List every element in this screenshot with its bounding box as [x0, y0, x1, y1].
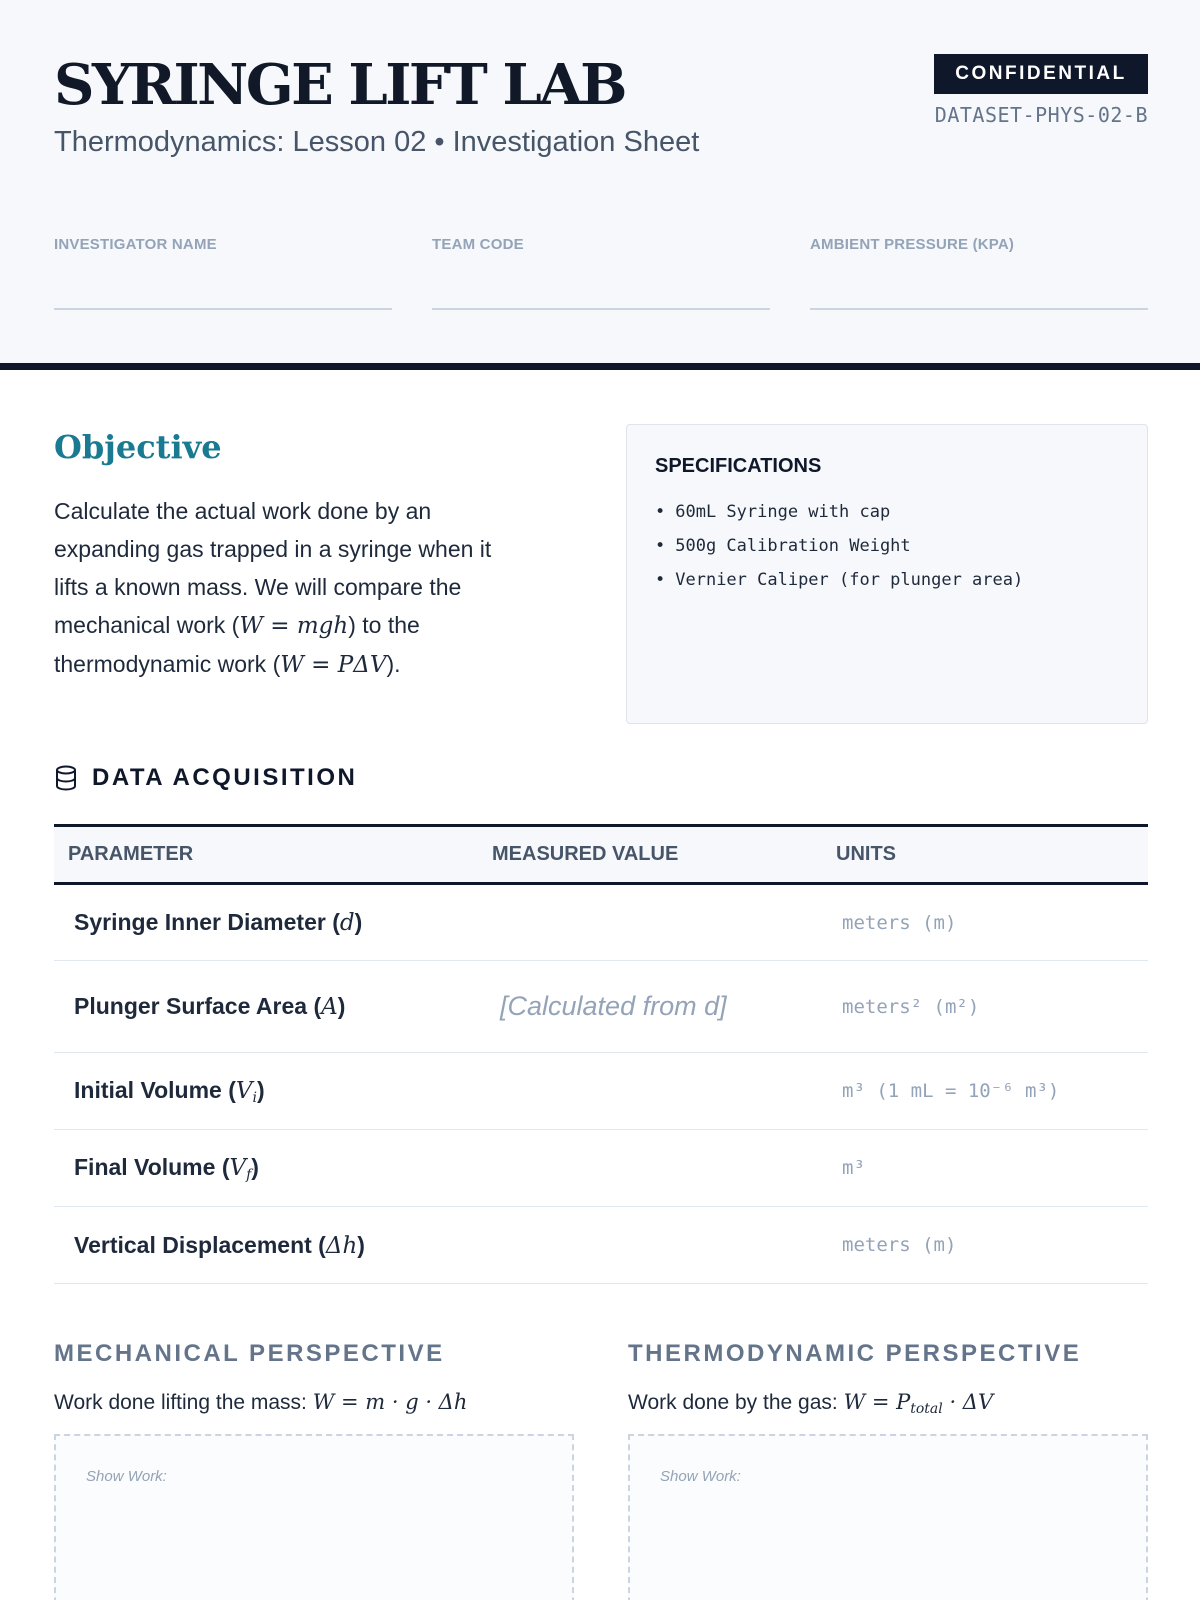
- measured-value-cell[interactable]: [Calculated from d]: [478, 961, 822, 1053]
- thermodynamic-description: Work done by the gas:: [628, 1391, 844, 1414]
- header: [0, 0, 1200, 370]
- database-icon: [54, 765, 78, 791]
- specifications-list: [655, 495, 1023, 597]
- table-row: [54, 1130, 1148, 1207]
- show-work-label: Show Work:: [86, 1468, 167, 1485]
- table-row: [54, 1207, 1148, 1284]
- objective-line: [54, 606, 554, 645]
- parameter-label: Plunger Surface Area (: [74, 993, 322, 1019]
- parameter-subscript: i: [252, 1089, 257, 1106]
- mechanical-perspective-title: MECHANICAL PERSPECTIVE: [54, 1340, 445, 1367]
- parameter-label: Vertical Displacement (: [74, 1231, 326, 1258]
- parameter-subscript: f: [246, 1166, 252, 1183]
- parameter-symbol: Δh: [325, 1232, 358, 1259]
- parameter-symbol: d: [339, 910, 355, 936]
- table-row: [54, 884, 1148, 961]
- column-header-units: UNITS: [836, 843, 896, 865]
- measured-value-cell[interactable]: [478, 1053, 822, 1130]
- measured-value-cell[interactable]: [478, 884, 822, 961]
- thermodynamic-formula-subscript: total: [910, 1401, 943, 1417]
- parameter-cell: [54, 1053, 478, 1130]
- investigator-name-label: INVESTIGATOR NAME: [54, 236, 217, 253]
- parameter-label: Syringe Inner Diameter (: [74, 909, 340, 935]
- spec-item: • Vernier Caliper (for plunger area): [655, 563, 1023, 597]
- spec-item: • 60mL Syringe with cap: [655, 495, 1023, 529]
- units-cell: meters (m): [822, 884, 1148, 961]
- investigator-name-field[interactable]: [54, 236, 392, 310]
- team-code-label: TEAM CODE: [432, 236, 524, 253]
- thermodynamic-work-formula: W = PΔV: [280, 652, 387, 678]
- ambient-pressure-field[interactable]: [810, 236, 1148, 310]
- team-code-field[interactable]: [432, 236, 770, 310]
- objective-line: [54, 645, 554, 684]
- objective-text: [54, 492, 554, 684]
- objective-line: expanding gas trapped in a syringe when it: [54, 536, 492, 562]
- objective-text-fragment: mechanical work (: [54, 612, 240, 638]
- column-header-measured-value: MEASURED VALUE: [492, 843, 679, 865]
- specifications-title: SPECIFICATIONS: [655, 455, 822, 477]
- data-acquisition-header: [54, 764, 357, 792]
- specifications-box: [626, 424, 1148, 724]
- dataset-id: DATASET-PHYS-02-B: [934, 103, 1148, 127]
- page-subtitle: Thermodynamics: Lesson 02 • Investigation Sheet: [54, 126, 700, 158]
- objective-line: lifts a known mass. We will compare the: [54, 574, 462, 600]
- parameter-close: ): [251, 1153, 259, 1180]
- parameter-cell: [54, 1130, 478, 1207]
- parameter-cell: [54, 884, 478, 961]
- parameter-symbol: V: [235, 1077, 253, 1104]
- table-header-row: [54, 826, 1148, 884]
- objective-text-fragment: thermodynamic work (: [54, 651, 281, 677]
- parameter-close: ): [357, 1231, 365, 1258]
- ambient-pressure-label: AMBIENT PRESSURE (KPA): [810, 236, 1015, 253]
- column-header-parameter: PARAMETER: [68, 843, 194, 865]
- table-row: [54, 961, 1148, 1053]
- objective-text-fragment: ) to the: [348, 612, 420, 638]
- thermodynamic-formula: W = P: [843, 1390, 911, 1414]
- units-cell: m³: [822, 1130, 1148, 1207]
- confidential-badge: CONFIDENTIAL: [934, 54, 1148, 94]
- parameter-label: Final Volume (: [74, 1153, 230, 1180]
- parameter-label: Initial Volume (: [74, 1076, 236, 1103]
- objective-title: Objective: [54, 428, 222, 466]
- parameter-cell: [54, 1207, 478, 1284]
- mechanical-work-formula: W = mgh: [239, 613, 349, 639]
- objective-text-fragment: ).: [386, 651, 401, 677]
- data-acquisition-title: DATA ACQUISITION: [92, 764, 358, 791]
- mechanical-description: Work done lifting the mass:: [54, 1391, 313, 1414]
- units-cell: meters (m): [822, 1207, 1148, 1284]
- measured-value-cell[interactable]: [478, 1130, 822, 1207]
- mechanical-perspective-text: [54, 1390, 467, 1415]
- mechanical-formula: W = m · g · Δh: [312, 1390, 468, 1414]
- show-work-label: Show Work:: [660, 1468, 741, 1485]
- data-table: [54, 824, 1148, 1284]
- thermodynamic-perspective-title: THERMODYNAMIC PERSPECTIVE: [628, 1340, 1082, 1367]
- parameter-symbol: V: [229, 1154, 247, 1181]
- parameter-close: ): [337, 993, 346, 1019]
- parameter-close: ): [256, 1076, 265, 1103]
- parameter-cell: [54, 961, 478, 1053]
- parameter-close: ): [354, 909, 363, 935]
- units-cell: m³ (1 mL = 10⁻⁶ m³): [822, 1053, 1148, 1130]
- spec-item: • 500g Calibration Weight: [655, 529, 1023, 563]
- table-row: [54, 1053, 1148, 1130]
- page-title: SYRINGE LIFT LAB: [54, 52, 625, 118]
- parameter-symbol: A: [321, 994, 338, 1020]
- thermodynamic-perspective-text: [628, 1390, 993, 1417]
- mechanical-work-box[interactable]: [54, 1434, 574, 1600]
- thermodynamic-work-box[interactable]: [628, 1434, 1148, 1600]
- thermodynamic-formula-tail: · ΔV: [942, 1390, 994, 1414]
- objective-line: Calculate the actual work done by an: [54, 498, 432, 524]
- units-cell: meters² (m²): [822, 961, 1148, 1053]
- measured-value-cell[interactable]: [478, 1207, 822, 1284]
